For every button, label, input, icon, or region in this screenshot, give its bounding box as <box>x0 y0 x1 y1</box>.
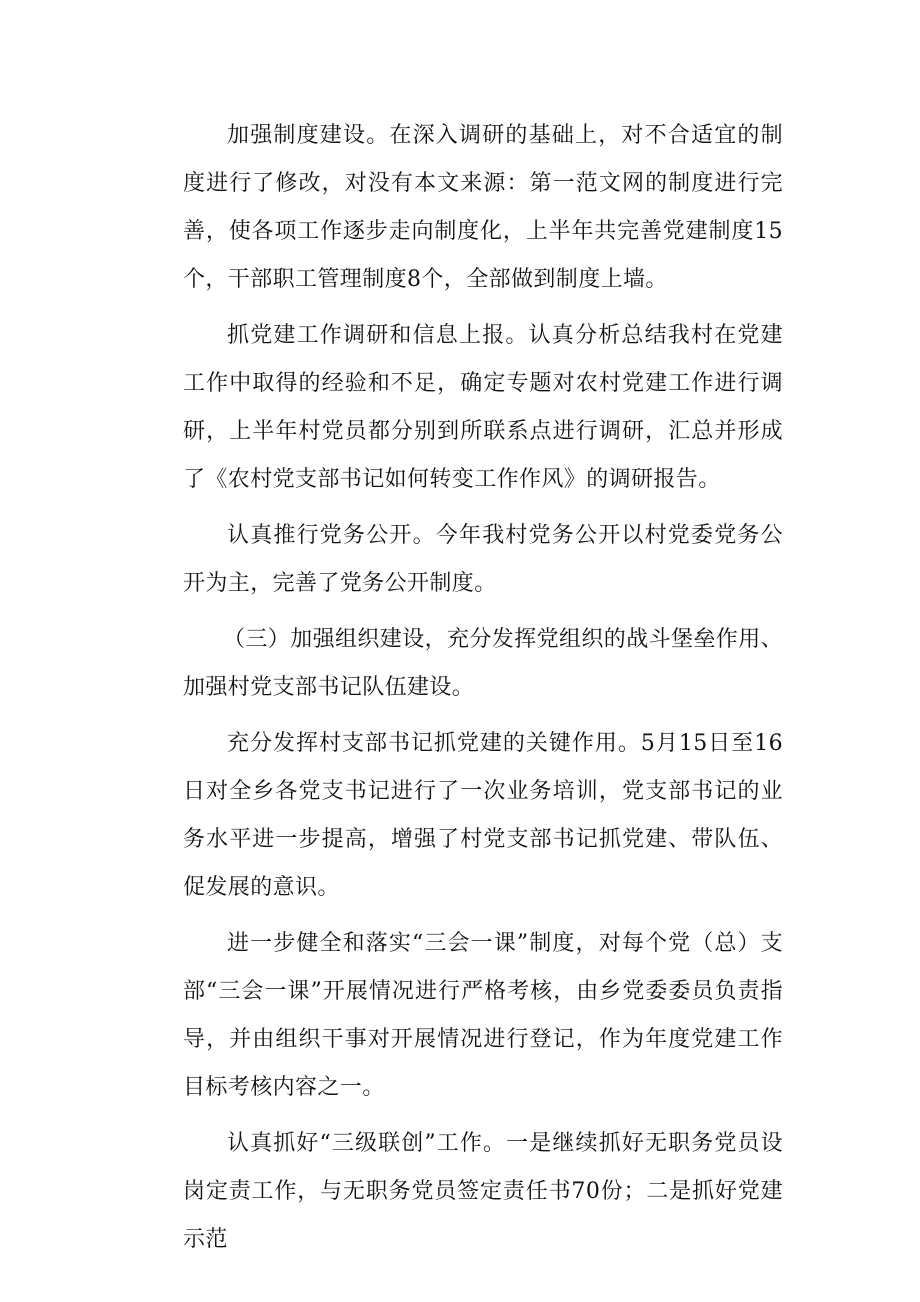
section-heading-organization-building: （三）加强组织建设，充分发挥党组织的战斗堡垒作用、加强村党支部书记队伍建设。 <box>183 627 784 700</box>
paragraph-secretary-role: 充分发挥村支部书记抓党建的关键作用。5月15日至16日对全乡各党支书记进行了一次业务培训，党支部书记的业务水平进一步提高，增强了村党支部书记抓党建、带队伍、促发展的意识。 <box>183 731 783 900</box>
paragraph-institution-building: 加强制度建设。在深入调研的基础上，对不合适宜的制度进行了修改，对没有本文来源：第一范文网的制度进行完善，使各项工作逐步走向制度化，上半年共完善党建制度15个，干部职工管理制度8个，全部做到制度上墙。 <box>183 123 783 292</box>
paragraph-research-reporting: 抓党建工作调研和信息上报。认真分析总结我村在党建工作中取得的经验和不足，确定专题对农村党建工作进行调研，上半年村党员都分别到所联系点进行调研，汇总并形成了《农村党支部书记如何转变工作作风》的调研报告。 <box>183 323 783 492</box>
paragraph-three-level-co-creation: 认真抓好“三级联创”工作。一是继续抓好无职务党员设岗定责工作，与无职务党员签定责任书70份；二是抓好党建示范 <box>183 1131 783 1252</box>
paragraph-three-meetings-one-lesson: 进一步健全和落实“三会一课”制度，对每个党（总）支部“三会一课”开展情况进行严格考核，由乡党委委员负责指导，并由组织干事对开展情况进行登记，作为年度党建工作目标考核内容之一。 <box>183 931 783 1100</box>
document-body <box>183 112 783 1272</box>
paragraph-party-affairs-disclosure: 认真推行党务公开。今年我村党务公开以村党委党务公开为主，完善了党务公开制度。 <box>183 523 783 596</box>
